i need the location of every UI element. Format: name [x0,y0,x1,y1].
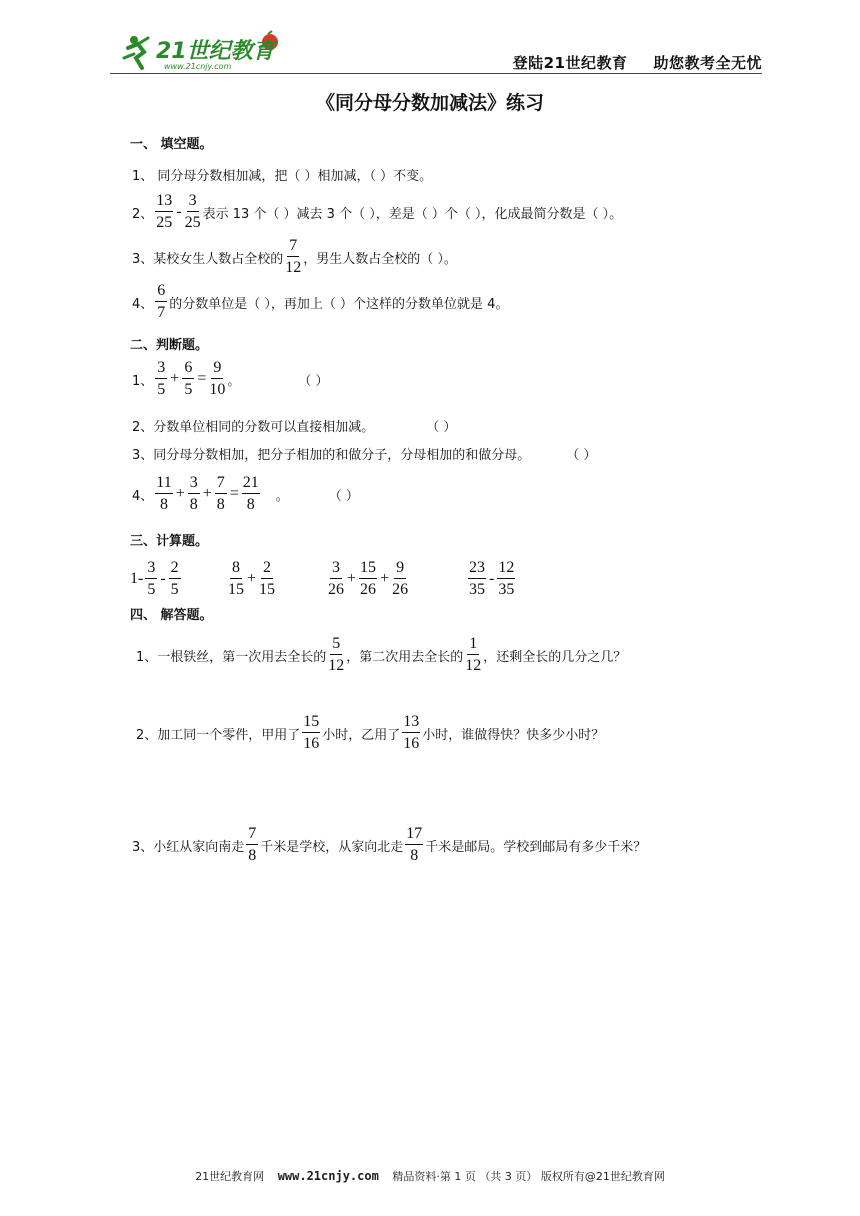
s1-question-1: 1、 同分母分数相加减，把（ ）相加减，（ ）不变。 [132,169,433,184]
site-logo[interactable] [120,28,285,76]
fraction: $\frac{9}{10}$ [209,359,226,398]
q-text: ，第二次用去全长的 [346,649,464,665]
q-text: 。 [275,488,289,504]
section-1-heading: 一、 填空题。 [130,137,213,152]
answer-paren[interactable]: （ ） [298,373,329,389]
fraction: $\frac{13}{25}$ [156,192,173,231]
calc-expr-2 [226,560,277,598]
answer-paren[interactable]: （ ） [426,420,457,435]
calc-expr-3 [326,560,410,598]
s2-question-3 [132,444,596,463]
s1-question-3 [132,238,457,276]
fraction: $\frac{8}{15}$ [228,559,244,598]
operator: - [160,570,166,587]
section-3-heading: 三、计算题。 [130,534,209,549]
fraction: $\frac{15}{16}$ [303,713,320,752]
fraction: $\frac{17}{8}$ [406,825,423,864]
s1-question-4 [132,283,508,321]
operator: - [176,203,182,220]
footer-site-link[interactable]: www.21cnjy.com [277,1169,379,1183]
s4-question-2 [136,714,604,752]
q-number: 2、 [132,206,154,222]
fraction: $\frac{3}{8}$ [189,474,198,513]
s1-question-2 [132,193,622,231]
operator: 1- [130,570,144,587]
header-tagline: 助您教考全无忧 [653,54,762,72]
fraction: $\frac{2}{15}$ [259,559,276,598]
q-text: 千米是邮局。学校到邮局有多少千米？ [425,839,647,855]
q-text: 3、某校女生人数占全校的 [132,251,284,267]
answer-paren[interactable]: （ ） [566,448,597,463]
q-text: 2、分数单位相同的分数可以直接相加减。 [132,420,375,435]
fraction: $\frac{5}{12}$ [328,635,345,674]
fraction: $\frac{23}{35}$ [469,559,485,598]
fraction: $\frac{13}{16}$ [403,713,420,752]
page-title: 《同分母分数加减法》练习 [315,92,544,114]
s2-question-2 [132,416,456,435]
q-text: 千米是学校，从家向北走 [260,839,404,855]
q-text: ，男生人数占全校的（ ）。 [303,251,457,267]
footer-page-info: 精品资料·第 1 页 （共 3 页） 版权所有@21世纪教育网 [392,1170,665,1183]
page-footer [0,1168,860,1184]
answer-paren[interactable]: （ ） [328,488,359,504]
fraction: $\frac{3}{25}$ [184,192,201,231]
s2-question-4 [132,475,359,513]
q-number: 4、 [132,296,154,312]
section-4-heading: 四、 解答题。 [130,608,213,623]
q-text: 小时，谁做得快？快多少小时？ [422,727,605,743]
fraction: $\frac{15}{26}$ [360,559,377,598]
fraction: $\frac{6}{7}$ [157,282,166,321]
operator: + [170,370,180,387]
fraction: $\frac{3}{5}$ [147,559,156,598]
fraction: $\frac{7}{8}$ [248,825,257,864]
q-text: 。 [227,373,241,389]
header-divider [110,73,762,74]
operator: - [489,570,495,587]
header-slogan [487,52,762,73]
q-text: ，还剩全长的几分之几？ [483,649,627,665]
q-text: 小时，乙用了 [322,727,401,743]
fraction: $\frac{2}{5}$ [170,559,179,598]
q-text: 表示 13 个（ ）减去 3 个（ ），差是（ ）个（ ），化成最简分数是（ ）。 [202,206,623,222]
logo-url: www.21cnjy.com [164,62,232,71]
calc-expr-1 [130,560,183,598]
q-text: 3、同分母分数相加，把分子相加的和做分子，分母相加的和做分母。 [132,448,531,463]
q-text: 1、一根铁丝，第一次用去全长的 [136,649,327,665]
fraction: $\frac{1}{12}$ [465,635,482,674]
calc-expr-4 [466,560,517,598]
fraction: $\frac{21}{8}$ [242,474,259,513]
q-text: 2、加工同一个零件，甲用了 [136,727,301,743]
s2-question-1 [132,360,329,398]
operator: + [347,570,357,587]
fraction: $\frac{3}{26}$ [328,559,344,598]
operator: + [175,485,185,502]
fraction: $\frac{7}{8}$ [216,474,225,513]
operator: + [247,570,257,587]
s4-question-3 [132,826,646,864]
fraction: $\frac{12}{35}$ [498,559,515,598]
operator: + [202,485,212,502]
q-number: 1、 [132,373,154,389]
fraction: $\frac{3}{5}$ [157,359,166,398]
operator: = [197,370,207,387]
fraction: $\frac{11}{8}$ [156,474,172,513]
operator: = [229,485,239,502]
fraction: $\frac{7}{12}$ [285,237,302,276]
footer-site-name: 21世纪教育网 [195,1170,265,1183]
operator: + [380,570,390,587]
fraction: $\frac{6}{5}$ [184,359,193,398]
section-2-heading: 二、判断题。 [130,338,209,353]
logo-text: 21世纪教育 [156,39,275,64]
header-login-text[interactable]: 登陆21世纪教育 [512,54,628,72]
q-number: 4、 [132,488,154,504]
fraction: $\frac{9}{26}$ [392,559,409,598]
q-text: 的分数单位是（ ），再加上（ ）个这样的分数单位就是 4。 [169,296,509,312]
q-text: 3、小红从家向南走 [132,839,245,855]
s4-question-1 [136,636,626,674]
